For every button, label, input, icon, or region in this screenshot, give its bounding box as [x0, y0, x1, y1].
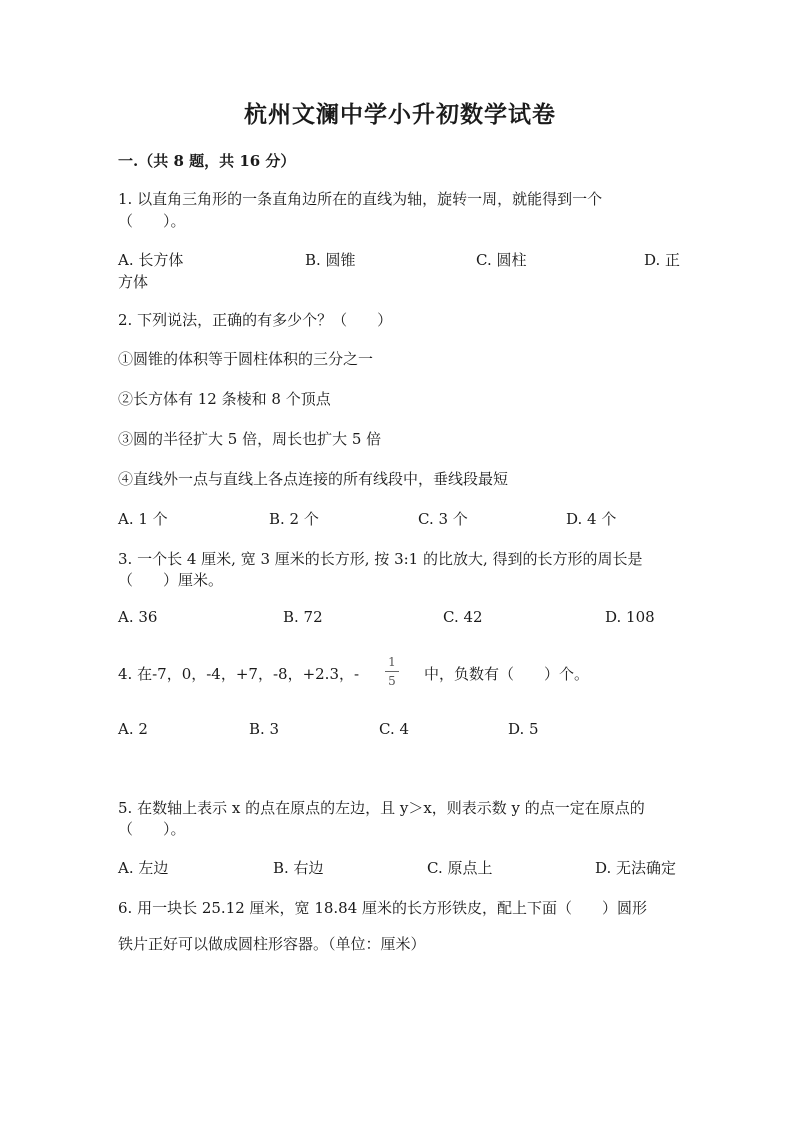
question-6-text: 6. 用一块长 25.12 厘米，宽 18.84 厘米的长方形铁皮，配上下面（ ）圆形: [118, 899, 648, 917]
option-b: B. 72: [283, 608, 323, 626]
statement-3: ③圆的半径扩大 5 倍，周长也扩大 5 倍: [118, 430, 382, 448]
option-d: D. 无法确定: [595, 859, 677, 877]
option-c: C. 42: [443, 608, 483, 626]
option-b: B. 圆锥: [305, 251, 356, 269]
option-a: A. 左边: [118, 859, 169, 877]
fraction-bar: [385, 671, 399, 672]
statement-4: ④直线外一点与直线上各点连接的所有线段中，垂线段最短: [118, 470, 509, 488]
question-3-text: 3. 一个长 4 厘米, 宽 3 厘米的长方形, 按 3:1 的比放大, 得到的长方形的周长是: [118, 550, 643, 568]
question-4-options: [118, 720, 680, 764]
page-title: 杭州文澜中学小升初数学试卷: [244, 101, 556, 128]
question-1-options: [118, 249, 680, 293]
fraction-numerator: 1: [388, 655, 396, 669]
option-a: A. 长方体: [118, 251, 184, 269]
option-a: A. 36: [118, 608, 158, 626]
fraction-denominator: 5: [388, 674, 396, 688]
option-d-wrap: 方体: [118, 273, 149, 291]
option-b: B. 3: [249, 720, 280, 738]
question-2-text: 2. 下列说法，正确的有多少个？（ ）: [118, 311, 393, 329]
question-1-text: 1. 以直角三角形的一条直角边所在的直线为轴，旋转一周，就能得到一个: [118, 190, 603, 208]
question-1-blank: （ ）。: [118, 212, 186, 230]
option-c: C. 原点上: [427, 859, 493, 877]
question-3-options: [118, 608, 680, 652]
option-d: D. 5: [508, 720, 539, 738]
option-c: C. 圆柱: [476, 251, 527, 269]
statement-1: ①圆锥的体积等于圆柱体积的三分之一: [118, 350, 374, 368]
option-c: C. 4: [379, 720, 410, 738]
question-5-blank: （ ）。: [118, 820, 186, 838]
option-d: D. 正: [644, 251, 681, 269]
option-d: D. 4 个: [566, 510, 617, 528]
option-c: C. 3 个: [418, 510, 468, 528]
statement-2: ②长方体有 12 条棱和 8 个顶点: [118, 390, 331, 408]
fraction: [385, 655, 399, 688]
question-6-text-cont: 铁片正好可以做成圆柱形容器。（单位：厘米）: [118, 935, 426, 953]
question-4-text: 4. 在-7，0，-4，+7，-8，+2.3，-: [118, 665, 360, 683]
option-b: B. 2 个: [269, 510, 319, 528]
option-a: A. 2: [118, 720, 148, 738]
option-d: D. 108: [605, 608, 655, 626]
question-3-blank: （ ）厘米。: [118, 571, 224, 589]
question-5-text: 5. 在数轴上表示 x 的点在原点的左边，且 y＞x，则表示数 y 的点一定在原点的: [118, 799, 645, 817]
section-heading: 一.（共 8 题，共 16 分）: [118, 152, 296, 170]
option-a: A. 1 个: [118, 510, 168, 528]
question-2-options: [118, 508, 680, 552]
question-4-text-end: 中，负数有（ ）个。: [424, 665, 590, 683]
option-b: B. 右边: [273, 859, 324, 877]
question-5-options: [118, 857, 680, 901]
